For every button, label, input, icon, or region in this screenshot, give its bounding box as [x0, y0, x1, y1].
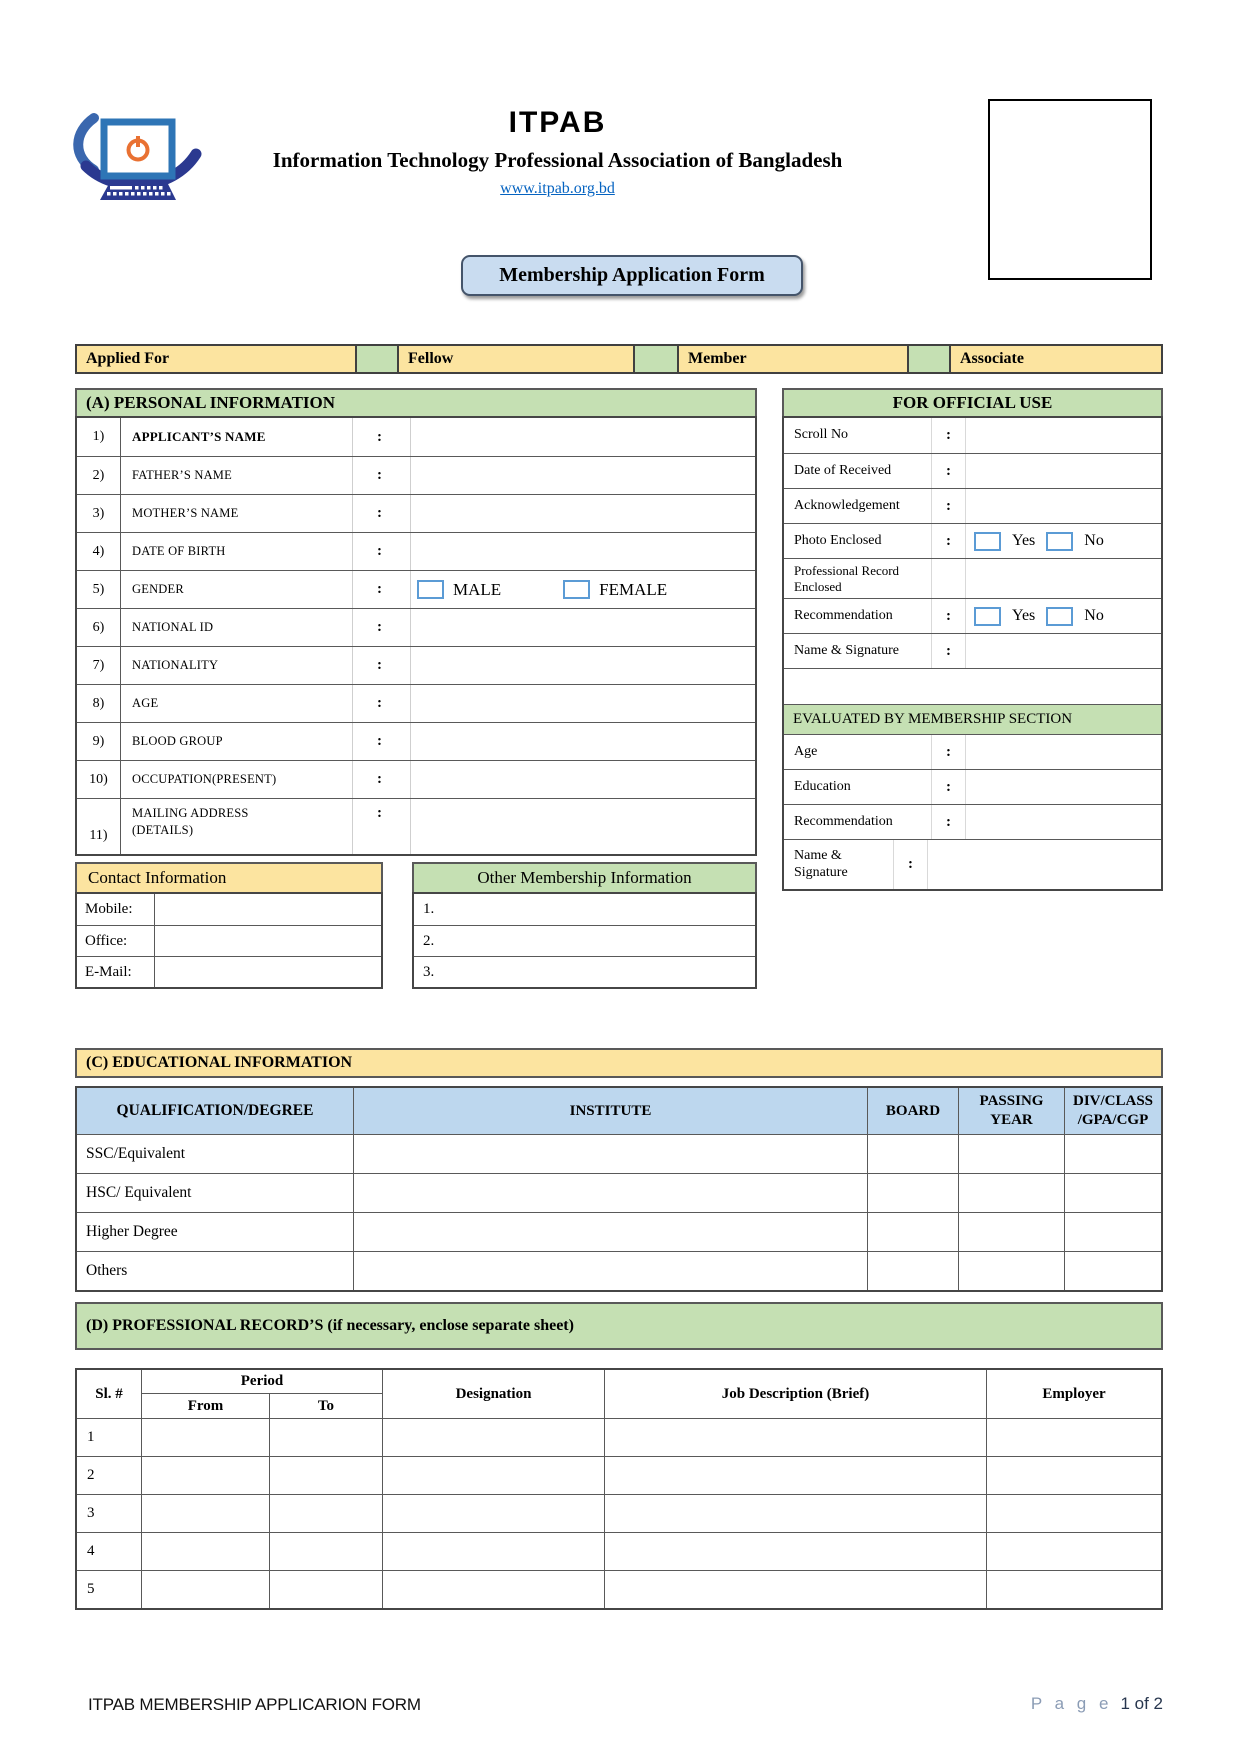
row-label: Education	[784, 770, 932, 804]
employer-input-cell[interactable]	[987, 1533, 1161, 1570]
institute-input-cell[interactable]	[354, 1252, 868, 1290]
personal-row-mother-name	[77, 494, 755, 532]
div-class-input-cell[interactable]	[1065, 1135, 1161, 1173]
website-link[interactable]: www.itpab.org.bd	[500, 180, 615, 197]
row-label: Date of Received	[784, 454, 932, 488]
evaluation-row-age	[784, 734, 1161, 769]
row-number: 3	[77, 1495, 142, 1532]
female-checkbox[interactable]	[563, 580, 590, 599]
contact-row-mobile	[77, 894, 381, 925]
contact-row-office	[77, 925, 381, 956]
option-member-label: Member	[679, 346, 909, 372]
job-description-input-cell[interactable]	[605, 1457, 987, 1494]
personal-information-section	[75, 388, 757, 856]
from-input-cell[interactable]	[142, 1571, 270, 1608]
form-title-banner: Membership Application Form	[461, 255, 803, 296]
colon: :	[932, 489, 966, 523]
no-label: No	[1084, 607, 1104, 624]
row-number: 4	[77, 1533, 142, 1570]
column-header-period-group	[142, 1370, 383, 1418]
row-label: NATIONAL ID	[121, 609, 353, 646]
evaluation-row-name-signature	[784, 839, 1161, 889]
row-number: 5	[77, 1571, 142, 1608]
yes-label: Yes	[1012, 532, 1036, 549]
occupation-input-cell[interactable]	[411, 761, 755, 798]
institute-input-cell[interactable]	[354, 1135, 868, 1173]
column-header: INSTITUTE	[354, 1088, 868, 1134]
mailing-address-input-cell[interactable]	[411, 799, 755, 854]
personal-row-occupation	[77, 760, 755, 798]
scroll-no-input-cell[interactable]	[966, 418, 1161, 453]
to-input-cell[interactable]	[270, 1419, 383, 1456]
personal-row-national-id	[77, 608, 755, 646]
nationality-input-cell[interactable]	[411, 647, 755, 684]
div-class-input-cell[interactable]	[1065, 1213, 1161, 1251]
father-name-input-cell[interactable]	[411, 457, 755, 494]
job-description-input-cell[interactable]	[605, 1533, 987, 1570]
row-label: NATIONALITY	[121, 647, 353, 684]
blood-group-input-cell[interactable]	[411, 723, 755, 760]
employer-input-cell[interactable]	[987, 1495, 1161, 1532]
education-row-others	[77, 1251, 1161, 1290]
office-input-cell[interactable]	[155, 926, 381, 956]
board-input-cell[interactable]	[868, 1135, 959, 1173]
from-input-cell[interactable]	[142, 1457, 270, 1494]
name-signature-input-cell[interactable]	[966, 634, 1161, 668]
colon: :	[894, 840, 928, 889]
contact-information-section	[75, 862, 383, 989]
female-label: FEMALE	[599, 579, 668, 599]
colon: :	[353, 533, 411, 570]
colon: :	[353, 647, 411, 684]
column-header-to: To	[317, 1397, 335, 1414]
designation-input-cell[interactable]	[383, 1457, 605, 1494]
date-received-input-cell[interactable]	[966, 454, 1161, 488]
colon: :	[353, 723, 411, 760]
other-membership-section	[412, 862, 757, 989]
mother-name-input-cell[interactable]	[411, 495, 755, 532]
option-fellow-label: Fellow	[399, 346, 635, 372]
from-input-cell[interactable]	[142, 1533, 270, 1570]
institute-input-cell[interactable]	[354, 1213, 868, 1251]
row-label: Recommendation	[784, 805, 932, 839]
div-class-input-cell[interactable]	[1065, 1252, 1161, 1290]
email-input-cell[interactable]	[155, 957, 381, 987]
personal-information-title: (A) PERSONAL INFORMATION	[75, 388, 757, 416]
row-label: Mobile:	[77, 894, 155, 925]
row-label: APPLICANT’S NAME	[121, 418, 353, 456]
colon: :	[932, 454, 966, 488]
evaluation-education-input-cell[interactable]	[966, 770, 1161, 804]
education-table-header	[77, 1088, 1161, 1134]
row-label: Name & Signature	[784, 634, 932, 668]
official-row-date-received	[784, 453, 1161, 488]
evaluated-by-membership-title: EVALUATED BY MEMBERSHIP SECTION	[784, 704, 1161, 734]
colon: :	[932, 770, 966, 804]
colon: :	[353, 571, 411, 608]
row-label: DATE OF BIRTH	[121, 533, 353, 570]
column-header: BOARD	[868, 1088, 959, 1134]
passing-year-input-cell[interactable]	[959, 1174, 1065, 1212]
evaluation-row-recommendation	[784, 804, 1161, 839]
other-membership-row-3[interactable]: 3.	[414, 956, 755, 987]
row-label: Recommendation	[784, 599, 932, 633]
colon: :	[353, 609, 411, 646]
colon: :	[932, 524, 966, 558]
male-checkbox[interactable]	[417, 580, 444, 599]
personal-row-gender	[77, 570, 755, 608]
employer-input-cell[interactable]	[987, 1419, 1161, 1456]
passing-year-input-cell[interactable]	[959, 1213, 1065, 1251]
evaluation-age-input-cell[interactable]	[966, 735, 1161, 769]
row-label: Scroll No	[784, 418, 932, 453]
row-number: 8)	[77, 685, 121, 722]
row-number: 9)	[77, 723, 121, 760]
date-of-birth-input-cell[interactable]	[411, 533, 755, 570]
colon: :	[353, 761, 411, 798]
official-empty-row	[784, 668, 1161, 704]
personal-row-applicant-name	[77, 418, 755, 456]
row-label: MOTHER’S NAME	[121, 495, 353, 532]
no-label: No	[1084, 532, 1104, 549]
educational-information-title: (C) EDUCATIONAL INFORMATION	[75, 1048, 1163, 1078]
row-number: 2)	[77, 457, 121, 494]
acknowledgement-input-cell[interactable]	[966, 489, 1161, 523]
row-label: Age	[784, 735, 932, 769]
row-number: 6)	[77, 609, 121, 646]
designation-input-cell[interactable]	[383, 1533, 605, 1570]
row-label: Photo Enclosed	[784, 524, 932, 558]
passing-year-input-cell[interactable]	[959, 1252, 1065, 1290]
yes-label: Yes	[1012, 607, 1036, 624]
to-input-cell[interactable]	[270, 1495, 383, 1532]
from-input-cell[interactable]	[142, 1419, 270, 1456]
row-number: 5)	[77, 571, 121, 608]
applied-for-label: Applied For	[77, 346, 357, 372]
member-checkbox-cell[interactable]	[635, 346, 679, 372]
designation-input-cell[interactable]	[383, 1419, 605, 1456]
professional-row-1	[77, 1418, 1161, 1456]
for-official-use-title: FOR OFFICIAL USE	[782, 388, 1163, 416]
recommendation-no-checkbox[interactable]	[1046, 607, 1073, 626]
row-number: 1)	[77, 418, 121, 456]
row-label: Name & Signature	[784, 840, 894, 889]
row-label: BLOOD GROUP	[121, 723, 353, 760]
row-number: 1	[77, 1419, 142, 1456]
row-number: 4)	[77, 533, 121, 570]
educational-information-section	[75, 1048, 1163, 1292]
personal-row-mailing-address	[77, 798, 755, 854]
contact-row-email	[77, 956, 381, 987]
colon: :	[353, 799, 411, 854]
page-number: 1 of 2	[1120, 1694, 1163, 1713]
professional-row-5	[77, 1570, 1161, 1608]
row-number: 2	[77, 1457, 142, 1494]
professional-record-input-cell[interactable]	[966, 559, 1161, 598]
column-header-designation: Designation	[383, 1370, 605, 1418]
row-number: 3)	[77, 495, 121, 532]
professional-row-3	[77, 1494, 1161, 1532]
professional-records-title: (D) PROFESSIONAL RECORD’S (if necessary, enclose separate sheet)	[75, 1302, 1163, 1350]
row-label: FATHER’S NAME	[121, 457, 353, 494]
row-label: E-Mail:	[77, 957, 155, 987]
colon: :	[932, 418, 966, 453]
qualification-label: SSC/Equivalent	[77, 1135, 354, 1173]
photo-enclosed-yes-checkbox[interactable]	[974, 532, 1001, 551]
photo-enclosed-no-checkbox[interactable]	[1046, 532, 1073, 551]
colon: :	[353, 418, 411, 456]
male-label: MALE	[453, 579, 502, 599]
evaluation-recommendation-input-cell[interactable]	[966, 805, 1161, 839]
column-header: DIV/CLASS /GPA/CGP	[1072, 1093, 1154, 1128]
associate-checkbox-cell[interactable]	[909, 346, 951, 372]
applied-for-row	[75, 344, 1163, 374]
qualification-label: HSC/ Equivalent	[77, 1174, 354, 1212]
colon: :	[932, 735, 966, 769]
official-row-scroll-no	[784, 418, 1161, 453]
personal-row-blood-group	[77, 722, 755, 760]
column-header-job-description: Job Description (Brief)	[605, 1370, 987, 1418]
other-membership-row-1[interactable]: 1.	[423, 901, 435, 917]
professional-table-header	[77, 1370, 1161, 1418]
job-description-input-cell[interactable]	[605, 1495, 987, 1532]
div-class-input-cell[interactable]	[1065, 1174, 1161, 1212]
job-description-input-cell[interactable]	[605, 1571, 987, 1608]
colon: :	[932, 634, 966, 668]
qualification-label: Higher Degree	[77, 1213, 354, 1251]
fellow-checkbox-cell[interactable]	[357, 346, 399, 372]
recommendation-yes-checkbox[interactable]	[974, 607, 1001, 626]
official-row-recommendation	[784, 598, 1161, 633]
institute-input-cell[interactable]	[354, 1174, 868, 1212]
employer-input-cell[interactable]	[987, 1457, 1161, 1494]
row-number: 7)	[77, 647, 121, 684]
education-row-higher-degree	[77, 1212, 1161, 1251]
option-associate-label: Associate	[951, 346, 1161, 372]
footer-page-indicator	[1031, 1694, 1163, 1714]
column-header: PASSING YEAR	[959, 1088, 1065, 1134]
row-label: AGE	[121, 685, 353, 722]
official-row-name-signature	[784, 633, 1161, 668]
colon: :	[932, 805, 966, 839]
other-membership-row-2[interactable]: 2.	[414, 925, 755, 956]
passing-year-input-cell[interactable]	[959, 1135, 1065, 1173]
board-input-cell[interactable]	[868, 1174, 959, 1212]
to-input-cell[interactable]	[270, 1571, 383, 1608]
page-word: P a g e	[1030, 1694, 1113, 1713]
row-label: MAILING ADDRESS (DETAILS)	[121, 799, 353, 854]
designation-input-cell[interactable]	[383, 1495, 605, 1532]
personal-row-nationality	[77, 646, 755, 684]
colon: :	[932, 599, 966, 633]
column-header-from: From	[142, 1394, 270, 1418]
footer-form-name: ITPAB MEMBERSHIP APPLICARION FORM	[88, 1695, 421, 1714]
colon: :	[353, 495, 411, 532]
official-row-professional-record	[784, 558, 1161, 598]
row-label: GENDER	[121, 571, 353, 608]
row-number: 10)	[77, 761, 121, 798]
national-id-input-cell[interactable]	[411, 609, 755, 646]
row-label: Office:	[77, 926, 155, 956]
colon: :	[353, 685, 411, 722]
personal-row-age	[77, 684, 755, 722]
row-label: OCCUPATION(PRESENT)	[121, 761, 353, 798]
official-row-photo-enclosed	[784, 523, 1161, 558]
colon	[932, 559, 966, 598]
professional-row-2	[77, 1456, 1161, 1494]
org-full-name: Information Technology Professional Association of Bangladesh	[272, 148, 843, 172]
age-input-cell[interactable]	[411, 685, 755, 722]
professional-records-section	[75, 1302, 1163, 1610]
evaluation-name-signature-input-cell[interactable]	[928, 840, 1161, 889]
to-input-cell[interactable]	[270, 1533, 383, 1570]
other-membership-title: Other Membership Information	[412, 862, 757, 892]
row-number: 11)	[77, 799, 121, 854]
applicant-name-input-cell[interactable]	[411, 418, 755, 456]
column-header-sl: Sl. #	[77, 1370, 142, 1418]
personal-row-father-name	[77, 456, 755, 494]
for-official-use-section	[782, 388, 1163, 891]
education-row-hsc	[77, 1173, 1161, 1212]
row-label: Acknowledgement	[784, 489, 932, 523]
to-input-cell[interactable]	[270, 1457, 383, 1494]
column-header: QUALIFICATION/DEGREE	[77, 1088, 354, 1134]
evaluation-row-education	[784, 769, 1161, 804]
employer-input-cell[interactable]	[987, 1571, 1161, 1608]
board-input-cell[interactable]	[868, 1213, 959, 1251]
mobile-input-cell[interactable]	[155, 894, 381, 925]
board-input-cell[interactable]	[868, 1252, 959, 1290]
org-abbreviation: ITPAB	[508, 106, 607, 139]
header	[75, 106, 1040, 198]
personal-row-date-of-birth	[77, 532, 755, 570]
gender-options	[411, 571, 755, 608]
column-header-period: Period	[142, 1370, 382, 1394]
column-header-employer: Employer	[1042, 1385, 1106, 1402]
professional-row-4	[77, 1532, 1161, 1570]
from-input-cell[interactable]	[142, 1495, 270, 1532]
colon: :	[353, 457, 411, 494]
official-row-acknowledgement	[784, 488, 1161, 523]
designation-input-cell[interactable]	[383, 1571, 605, 1608]
photo-attachment-box	[988, 99, 1152, 280]
row-label: Professional Record Enclosed	[784, 559, 932, 598]
qualification-label: Others	[77, 1252, 354, 1290]
recommendation-options	[966, 599, 1161, 633]
job-description-input-cell[interactable]	[605, 1419, 987, 1456]
photo-enclosed-options	[966, 524, 1161, 558]
education-row-ssc	[77, 1134, 1161, 1173]
contact-information-title: Contact Information	[75, 862, 383, 892]
